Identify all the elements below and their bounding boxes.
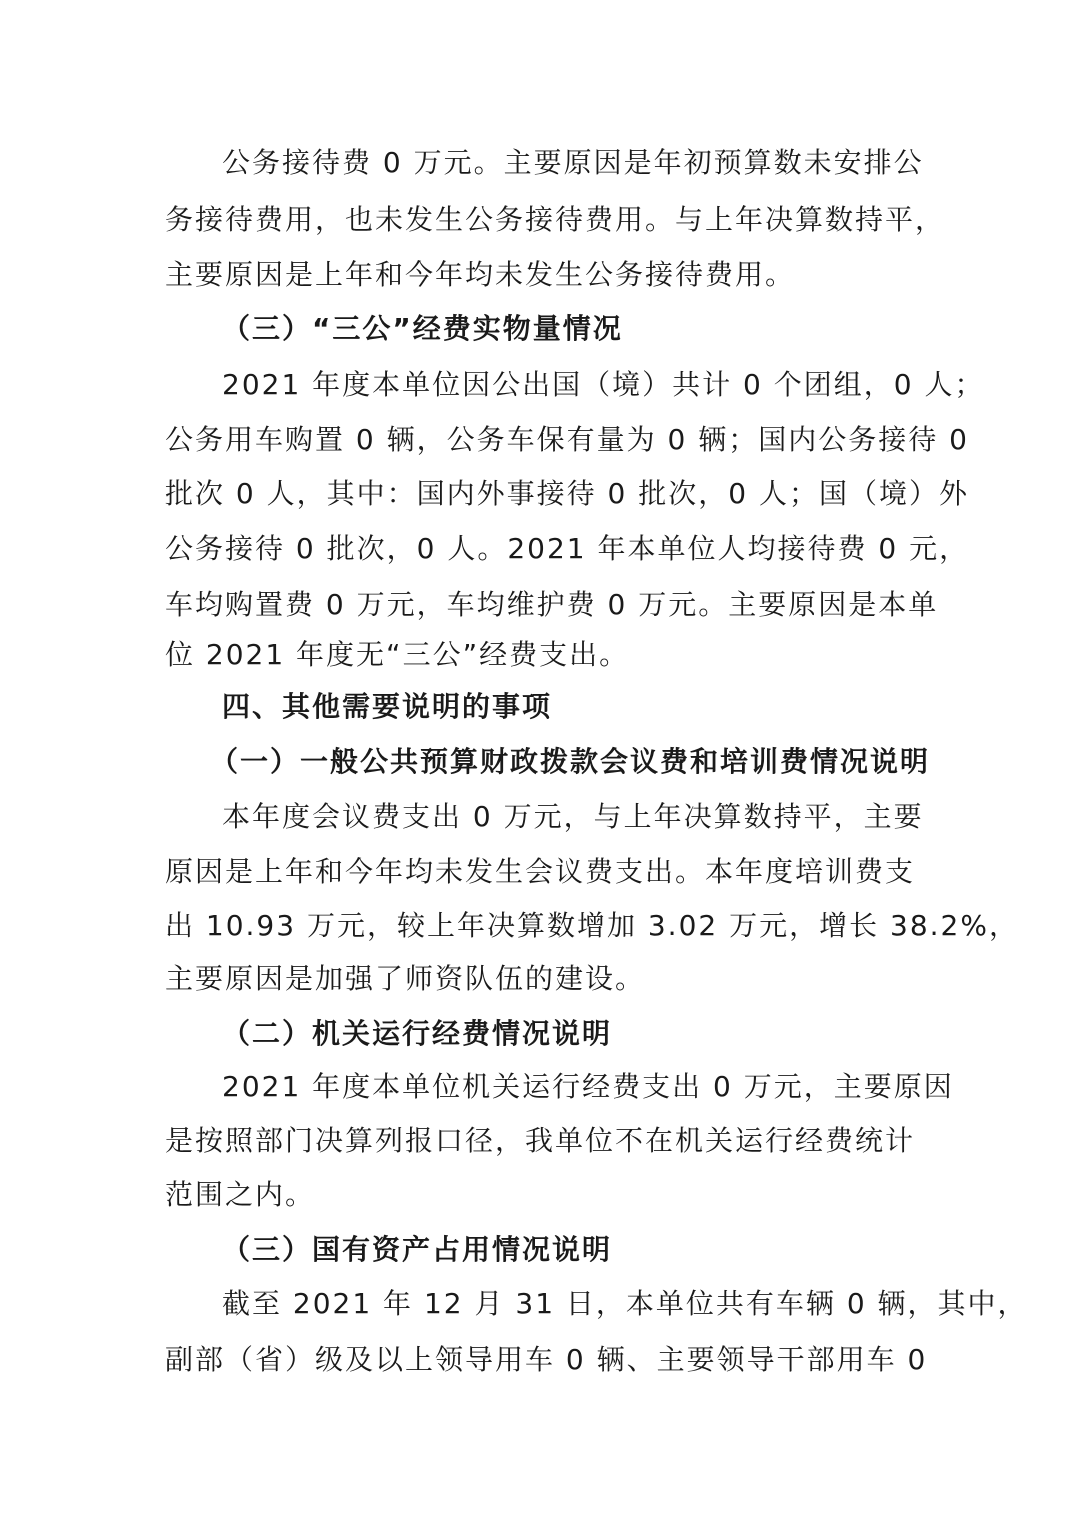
paragraph-line: 2021 年度本单位因公出国（境）共计 0 个团组，0 人； — [222, 368, 985, 401]
section-heading: （一）一般公共预算财政拨款会议费和培训费情况说明 — [210, 745, 931, 778]
paragraph-line: 公务接待 0 批次，0 人。2021 年本单位人均接待费 0 元， — [165, 532, 970, 565]
paragraph-line: 批次 0 人，其中：国内外事接待 0 批次，0 人；国（境）外 — [165, 477, 969, 510]
paragraph-line: 位 2021 年度无“三公”经费支出。 — [165, 638, 630, 671]
paragraph-line: 范围之内。 — [165, 1178, 316, 1211]
paragraph-line: 副部（省）级及以上领导用车 0 辆、主要领导干部用车 0 — [165, 1343, 928, 1376]
paragraph-line: 主要原因是上年和今年均未发生公务接待费用。 — [165, 258, 796, 291]
section-heading: （三）“三公”经费实物量情况 — [222, 312, 623, 345]
paragraph-line: 截至 2021 年 12 月 31 日，本单位共有车辆 0 辆，其中， — [222, 1287, 1028, 1320]
paragraph-line: 是按照部门决算列报口径，我单位不在机关运行经费统计 — [165, 1124, 916, 1157]
paragraph-line: 原因是上年和今年均未发生会议费支出。本年度培训费支 — [165, 855, 916, 888]
paragraph-line: 车均购置费 0 万元，车均维护费 0 万元。主要原因是本单 — [165, 588, 939, 621]
section-heading: 四、其他需要说明的事项 — [222, 690, 553, 723]
paragraph-line: 主要原因是加强了师资队伍的建设。 — [165, 962, 646, 995]
paragraph-line: 2021 年度本单位机关运行经费支出 0 万元，主要原因 — [222, 1070, 954, 1103]
section-heading: （三）国有资产占用情况说明 — [222, 1233, 613, 1266]
paragraph-line: 公务用车购置 0 辆，公务车保有量为 0 辆；国内公务接待 0 — [165, 423, 969, 456]
paragraph-line: 本年度会议费支出 0 万元，与上年决算数持平，主要 — [222, 800, 924, 833]
paragraph-line: 公务接待费 0 万元。主要原因是年初预算数未安排公 — [222, 146, 924, 179]
section-heading: （二）机关运行经费情况说明 — [222, 1017, 613, 1050]
paragraph-line: 出 10.93 万元，较上年决算数增加 3.02 万元，增长 38.2%， — [165, 909, 1019, 942]
paragraph-line: 务接待费用，也未发生公务接待费用。与上年决算数持平， — [165, 203, 946, 236]
